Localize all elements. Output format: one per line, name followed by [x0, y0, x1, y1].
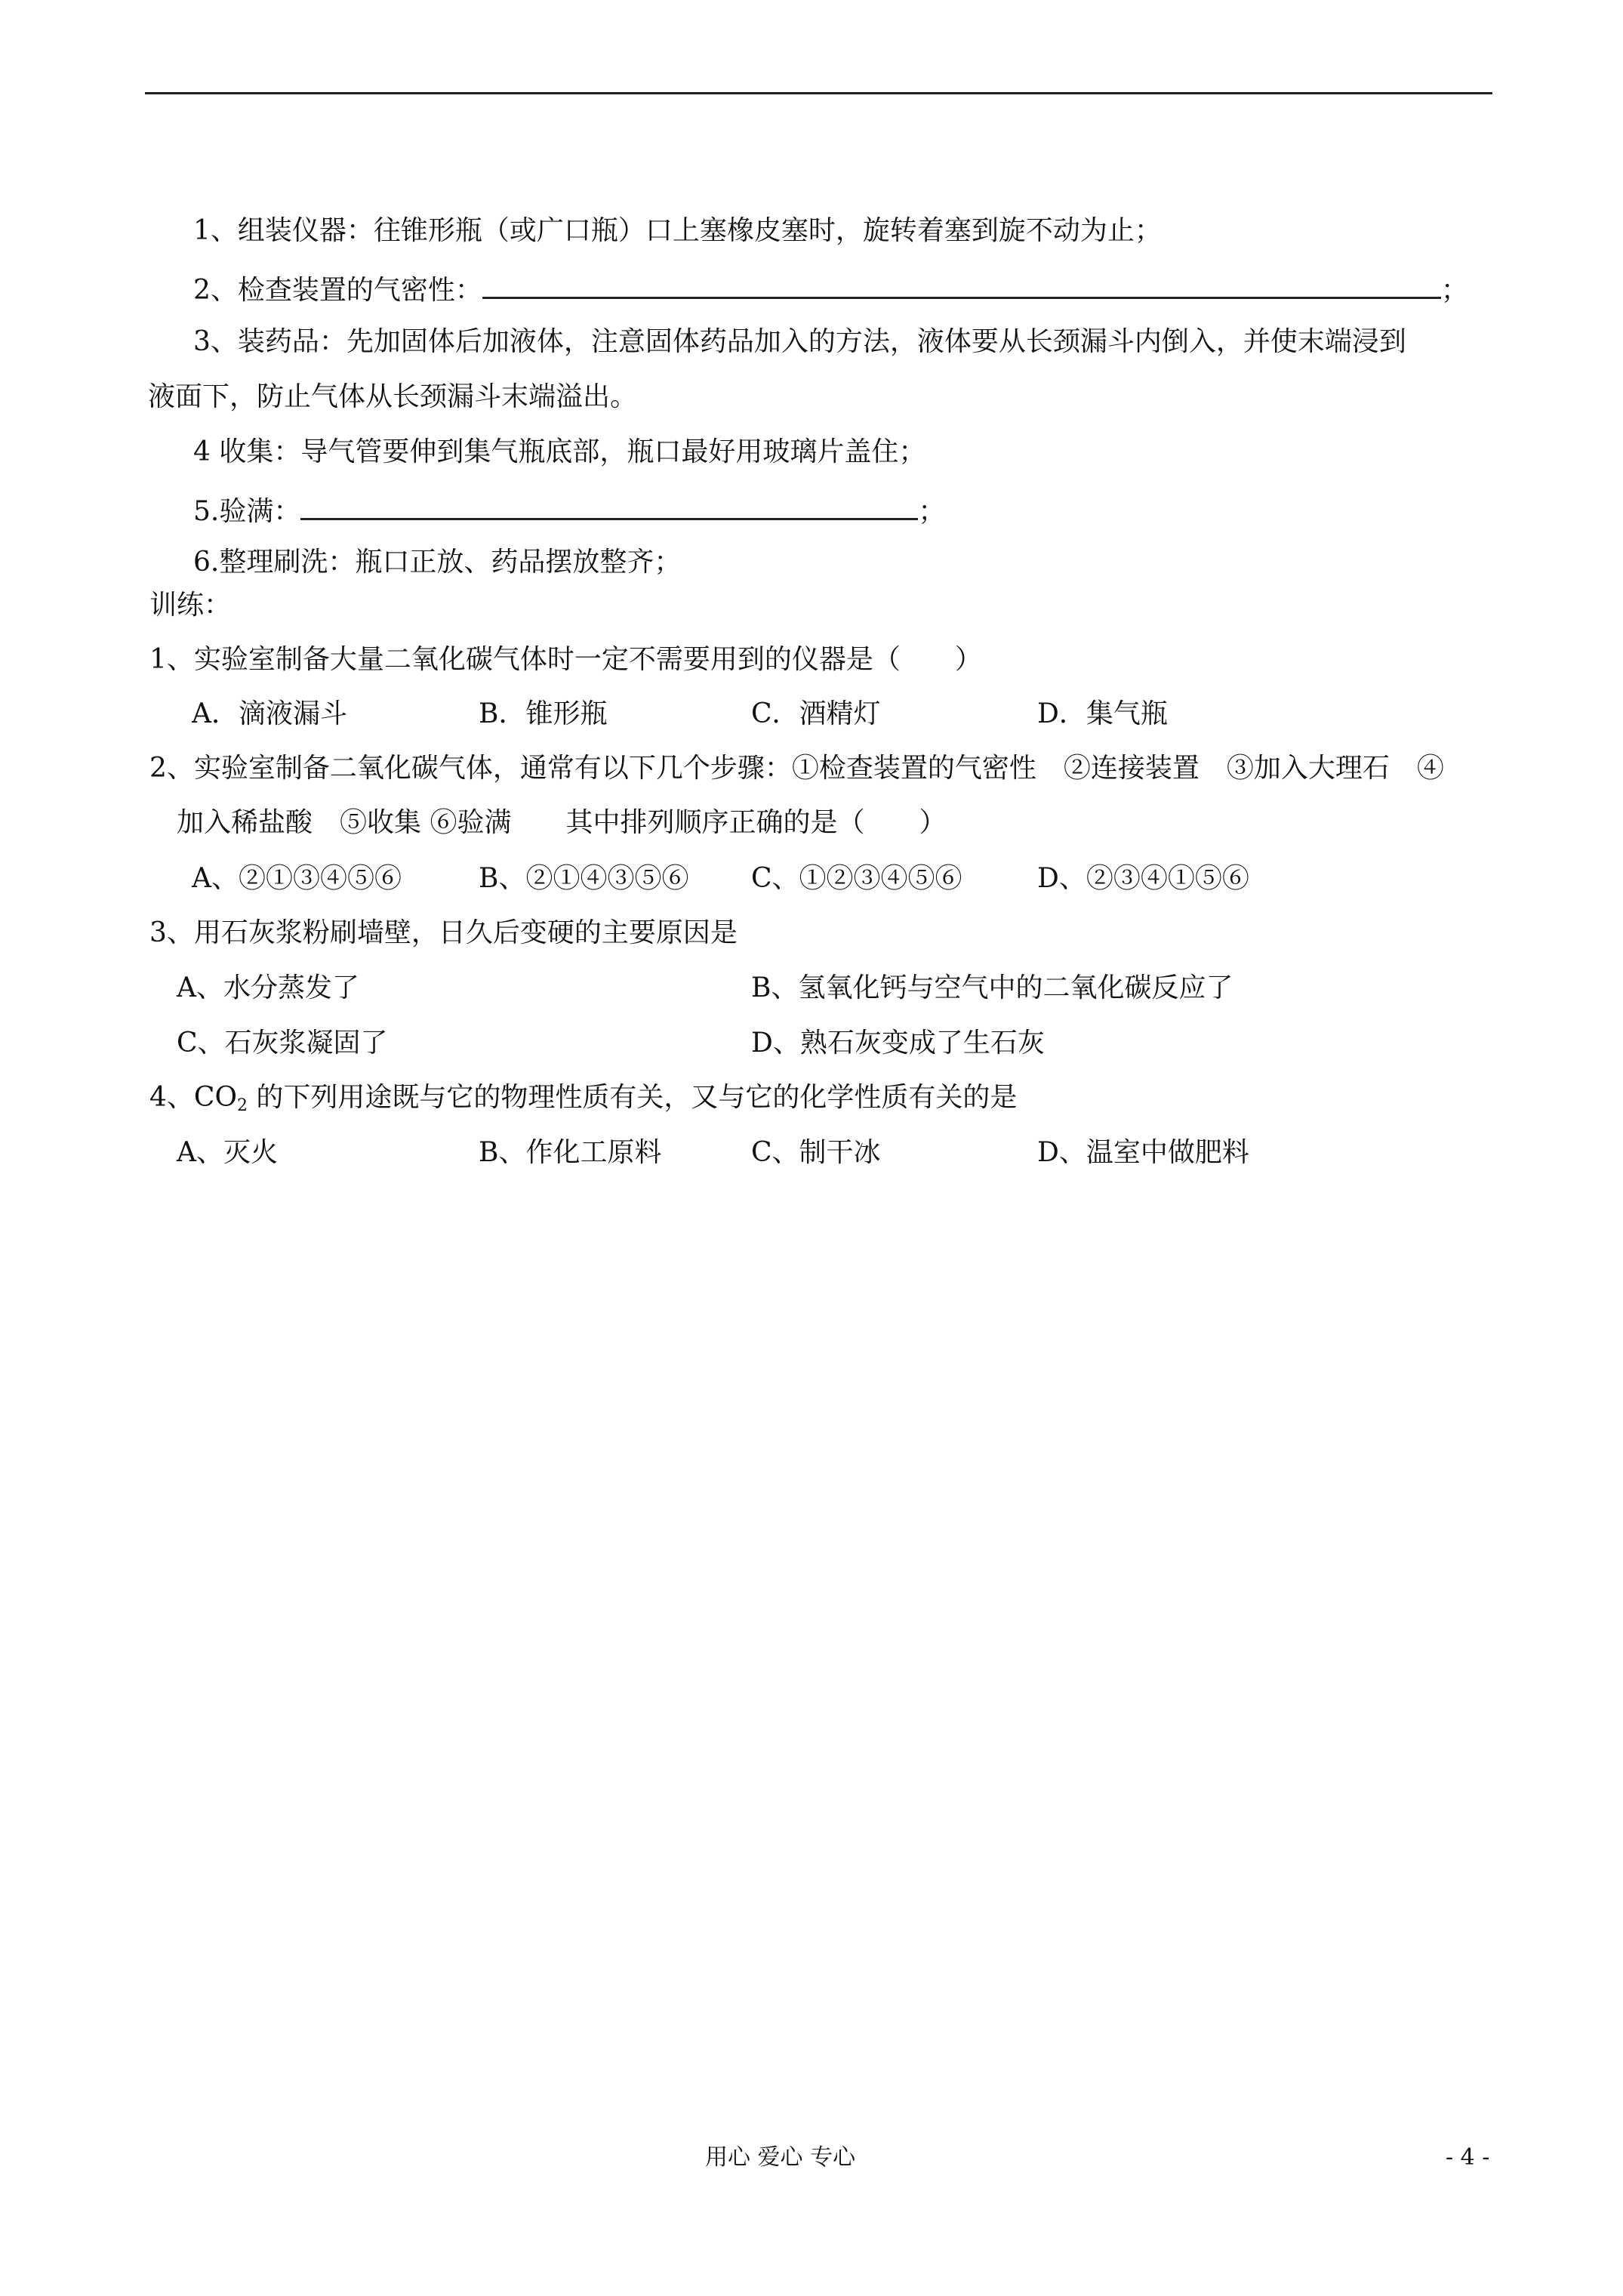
step-2 [193, 270, 1468, 307]
step-4: 4 收集：导气管要伸到集气瓶底部，瓶口最好用玻璃片盖住； [193, 436, 926, 467]
question-2-stem-line-1: 2、实验室制备二氧化碳气体，通常有以下几个步骤：①检查装置的气密性 ②连接装置 ③加入大理石 ④ [149, 753, 1444, 784]
question-2-option-a[interactable]: A、②①③④⑤⑥ [192, 863, 402, 894]
header-rule [145, 92, 1492, 94]
question-3-stem: 3、用石灰浆粉刷墙壁，日久后变硬的主要原因是 [149, 917, 738, 948]
question-2-option-b[interactable]: B、②①④③⑤⑥ [479, 863, 689, 894]
step-1: 1、组装仪器：往锥形瓶（或广口瓶）口上塞橡皮塞时，旋转着塞到旋不动为止； [193, 215, 1162, 246]
question-4-subscript: 2 [236, 1096, 248, 1115]
step-2-label: 2、检查装置的气密性： [193, 275, 482, 306]
step-2-end: ； [1440, 275, 1468, 306]
page-number: - 4 - [1446, 2144, 1490, 2171]
question-4-option-c[interactable]: C、制干冰 [751, 1137, 881, 1168]
step-5-end: ； [918, 496, 946, 527]
question-3-option-b[interactable]: B、氢氧化钙与空气中的二氧化碳反应了 [751, 972, 1233, 1003]
question-1-option-a[interactable]: A．滴液漏斗 [192, 698, 347, 729]
question-4-option-d[interactable]: D、温室中做肥料 [1037, 1137, 1249, 1168]
step-5-answer-blank[interactable] [300, 491, 918, 520]
question-2-option-d[interactable]: D、②③④①⑤⑥ [1037, 863, 1249, 894]
question-4-stem-prefix: 4、CO [149, 1082, 237, 1113]
step-5-label: 5.验满： [193, 496, 301, 527]
question-1-option-c[interactable]: C．酒精灯 [751, 698, 881, 729]
question-4-stem-rest: 的下列用途既与它的物理性质有关，又与它的化学性质有关的是 [247, 1082, 1018, 1113]
question-3-option-d[interactable]: D、熟石灰变成了生石灰 [751, 1028, 1045, 1059]
question-1-option-b[interactable]: B．锥形瓶 [479, 698, 608, 729]
question-2-stem-line-2: 加入稀盐酸 ⑤收集 ⑥验满 其中排列顺序正确的是（ ） [177, 807, 947, 838]
step-5 [193, 491, 945, 529]
step-3-line-1: 3、装药品：先加固体后加液体，注意固体药品加入的方法，液体要从长颈漏斗内倒入，并使末端浸到 [193, 326, 1406, 357]
question-3-option-a[interactable]: A、水分蒸发了 [177, 972, 359, 1003]
question-1-stem: 1、实验室制备大量二氧化碳气体时一定不需要用到的仪器是（ ） [149, 644, 982, 675]
question-4-option-a[interactable]: A、灭火 [177, 1137, 278, 1168]
step-3-line-2: 液面下，防止气体从长颈漏斗末端溢出。 [148, 381, 638, 412]
step-6: 6.整理刷洗：瓶口正放、药品摆放整齐； [193, 547, 682, 578]
question-4-stem [149, 1081, 1017, 1123]
question-3-option-c[interactable]: C、石灰浆凝固了 [177, 1028, 388, 1059]
training-heading: 训练： [149, 590, 232, 621]
step-2-answer-blank[interactable] [482, 270, 1441, 299]
question-4-option-b[interactable]: B、作化工原料 [479, 1137, 662, 1168]
question-2-option-c[interactable]: C、①②③④⑤⑥ [751, 863, 962, 894]
footer-motto: 用心 爱心 专心 [705, 2144, 856, 2171]
question-1-option-d[interactable]: D．集气瓶 [1037, 698, 1168, 729]
